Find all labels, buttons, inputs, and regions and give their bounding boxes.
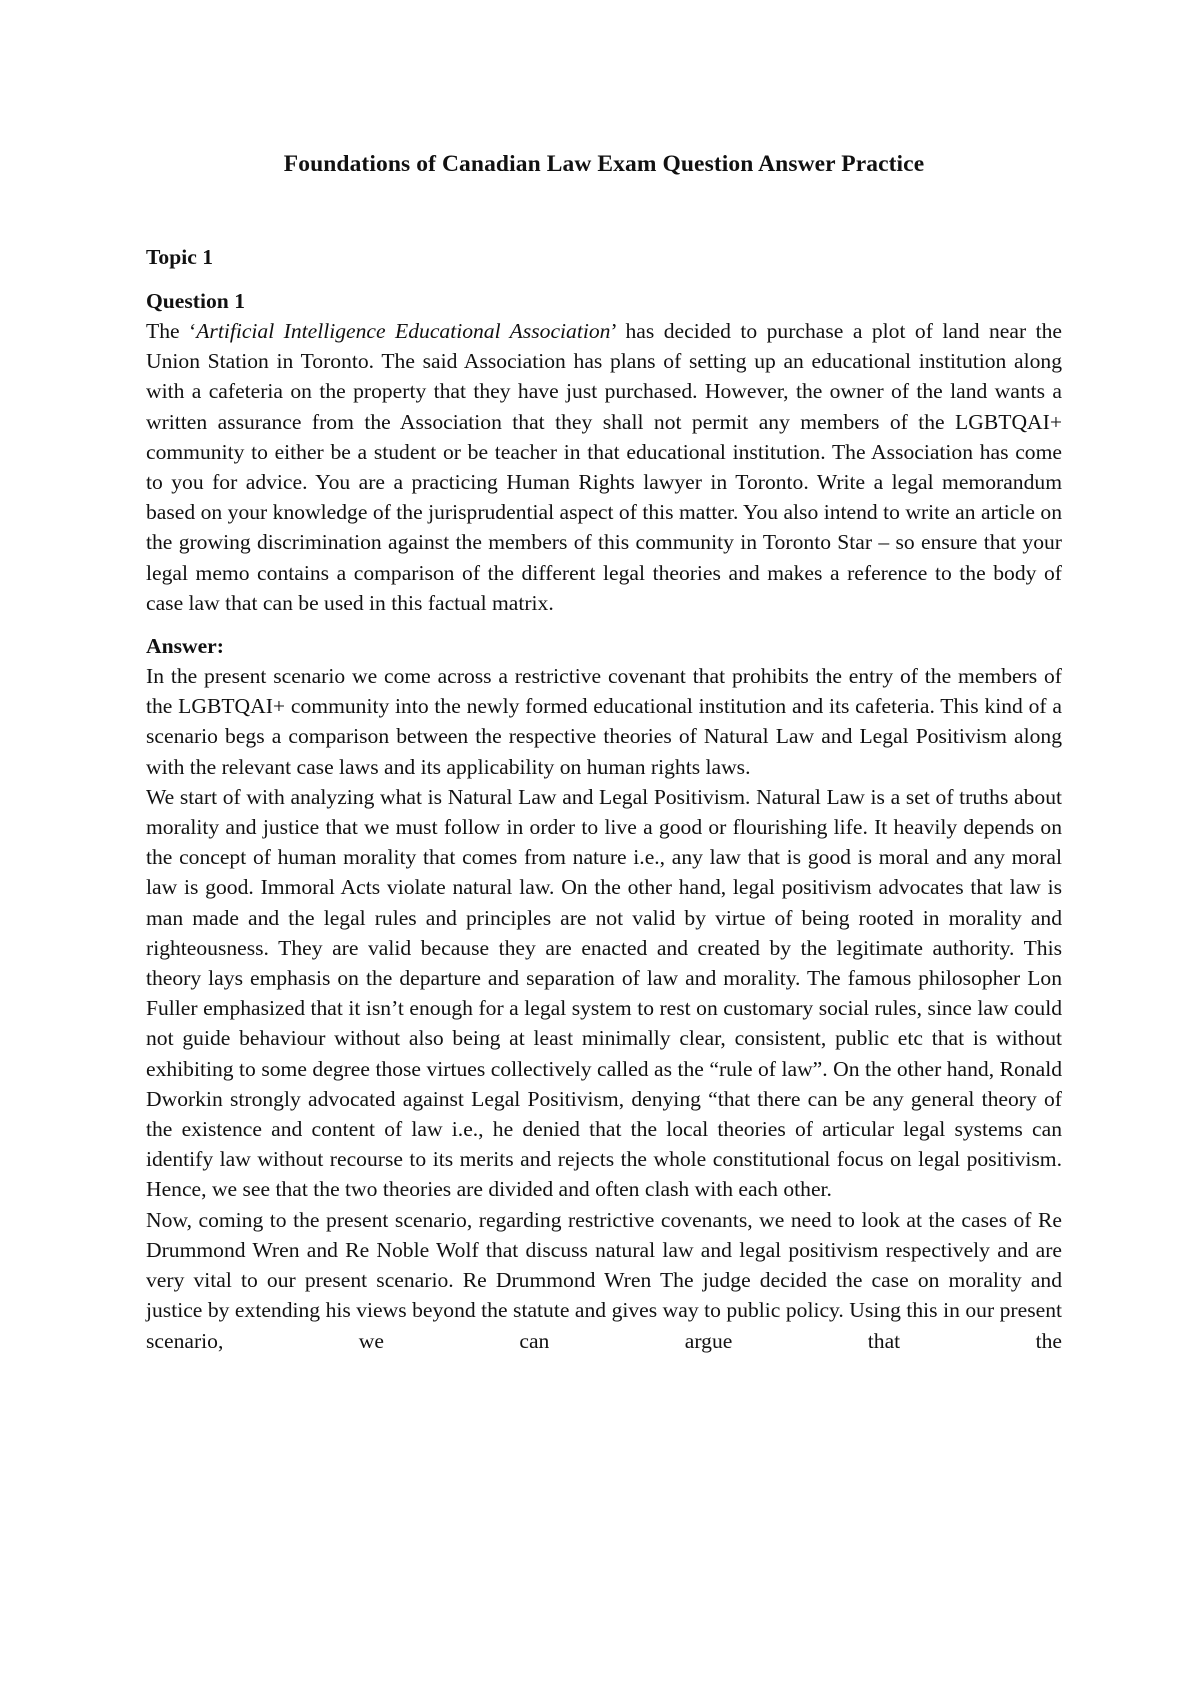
answer-paragraph-2: We start of with analyzing what is Natural Law and Legal Positivism. Natural Law is a set of truths about morality and justice that we must follow in order to live a good or flourishing life. It heavily depends on the concept of human morality that comes from nature i.e., any law that is good is moral and any moral law is good. Immoral Acts violate natural law. On the other hand, legal positivism advocates that law is man made and the legal rules and principles are not valid by virtue of being rooted in morality and righteousness. They are valid because they are enacted and created by the legitimate authority. This theory lays emphasis on the departure and separation of law and morality. The famous philosopher Lon Fuller emphasized that it isn’t enough for a legal system to rest on customary social rules, since law could not guide behaviour without also being at least minimally clear, consistent, public etc that is without exhibiting to some degree those virtues collectively called as the “rule of law”. On the other hand, Ronald Dworkin strongly advocated against Legal Positivism, denying “that there can be any general theory of the existence and content of law i.e., he denied that the local theories of articular legal systems can identify law without recourse to its merits and rejects the whole constitutional focus on legal positivism. Hence, we see that the two theories are divided and often clash with each other. [146,784,1062,1202]
topic-heading: Topic 1 [146,245,214,269]
question-text [146,316,1062,618]
question-rest: ’ has decided to purchase a plot of land near the Union Station in Toronto. The said Association has plans of setting up an educational institution along with a cafeteria on the property that they have just purchased. However, the owner of the land wants a written assurance from the Association that they shall not permit any members of the LGBTQAI+ community to either be a student or be teacher in that educational institution. The Association has come to you for advice. You are a practicing Human Rights lawyer in Toronto. Write a legal memorandum based on your knowledge of the jurisprudential aspect of this matter. You also intend to write an article on the growing discrimination against the members of this community in Toronto Star – so ensure that your legal memo contains a comparison of the different legal theories and makes a reference to the body of case law that can be used in this factual matrix. [146,319,1063,615]
association-name: Artificial Intelligence Educational Association [196,319,611,343]
answer-paragraph-1: In the present scenario we come across a restrictive covenant that prohibits the entry of the members of the LGBTQAI+ community into the newly formed educational institution and its cafeteria. This kind of a scenario begs a comparison between the respective theories of Natural Law and Legal Positivism along with the relevant case laws and its applicability on human rights laws. [146,664,1062,779]
answer-heading: Answer: [146,634,224,659]
document-page [146,0,1062,1356]
answer-paragraph-3: Now, coming to the present scenario, regarding restrictive covenants, we need to look at the cases of Re Drummond Wren and Re Noble Wolf that discuss natural law and legal positivism respectively and are very vital to our present scenario. Re Drummond Wren The judge decided the case on morality and justice by extending his views beyond the statute and gives way to public policy. Using this in our present scenario, we can argue that the [146,1207,1062,1353]
document-title: Foundations of Canadian Law Exam Question Answer Practice [283,151,925,177]
question-prefix: The ‘ [146,319,197,343]
question-heading: Question 1 [146,289,245,313]
